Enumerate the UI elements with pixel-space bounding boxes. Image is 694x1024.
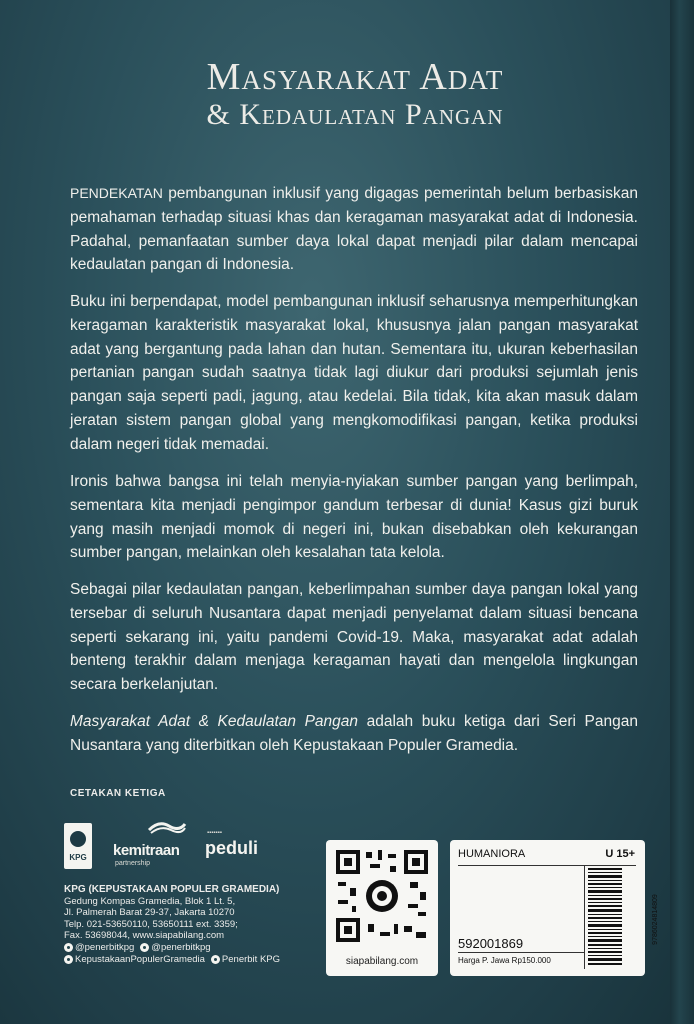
publisher-info	[64, 884, 280, 965]
blurb-paragraph-5	[70, 710, 638, 758]
publisher-fax: Fax. 53698044, www.siapabilang.com	[64, 930, 225, 942]
social-row-1	[64, 942, 280, 954]
blurb-paragraph-4: Sebagai pilar kedaulatan pangan, keberlimpahan sumber daya pangan lokal yang tersebar di seluruh Nusantara dapat menjadi penyelamat dalam situasi bencana seperti sekarang ini, yaitu pandemi Covid-19. Maka, masyarakat adat adalah benteng terakhir dalam menjaga keragaman hayati dan mengelola lingkungan secara berkelanjutan.	[70, 581, 638, 694]
youtube-handle: Penerbit KPG	[221, 953, 281, 965]
publisher-address-1: Gedung Kompas Gramedia, Blok 1 Lt. 5,	[64, 895, 236, 907]
product-code: 592001869	[458, 936, 524, 951]
book-title-line1: Masyarakat Adat	[206, 56, 504, 98]
peduli-logo-mark-icon: ▪▪▪▪▪▪▪	[207, 830, 222, 836]
paragraph-5-text: adalah buku ketiga dari Seri Pangan Nusantara yang diterbitkan oleh Kepustakaan Populer Gramedia.	[70, 713, 638, 754]
paragraph-lead-word: PENDEKATAN	[70, 185, 163, 201]
divider	[458, 952, 584, 953]
twitter-handle: @penerbitkpg	[151, 941, 211, 953]
facebook-icon	[64, 955, 73, 964]
blurb-paragraph-3: Ironis bahwa bangsa ini telah menyia-nyiakan sumber pangan yang berlimpah, sementara kita menjadi pengimpor gandum terbesar di dunia! Kasus gizi buruk yang masih menjadi momok di negeri ini, bukan disebabkan oleh kekurangan sumber pangan, melainkan oleh kesalahan tata kelola.	[70, 473, 638, 562]
category-label: HUMANIORA	[458, 848, 526, 860]
price-label: Harga P. Jawa Rp150.000	[458, 956, 551, 965]
kemitraan-swoosh-icon	[147, 820, 187, 834]
blurb-paragraph-1	[70, 182, 638, 277]
publisher-phone: Telp. 021-53650110, 53650111 ext. 3359;	[64, 918, 238, 930]
kemitraan-logo	[113, 820, 193, 870]
edition-label: CETAKAN KETIGA	[70, 788, 166, 799]
book-title-line2: & Kedaulatan Pangan	[206, 98, 504, 131]
kpg-logo-text: KPG	[69, 853, 87, 862]
qr-code-panel	[326, 840, 438, 976]
qr-code-icon	[334, 848, 430, 944]
divider	[584, 865, 585, 969]
instagram-handle: @penerbitkpg	[75, 941, 135, 953]
kpg-logo	[64, 823, 92, 869]
divider	[458, 865, 636, 866]
peduli-logo	[205, 826, 275, 866]
qr-caption: siapabilang.com	[345, 956, 419, 967]
barcode-panel	[450, 840, 659, 976]
book-title-italic: Masyarakat Adat & Kedaulatan Pangan	[70, 713, 359, 730]
spine-edge	[670, 0, 694, 1024]
kemitraan-subtitle: partnership	[115, 860, 151, 867]
youtube-icon	[211, 955, 220, 964]
barcode-icon	[588, 868, 624, 968]
kpg-logo-mark-icon	[70, 831, 86, 847]
age-rating: U 15+	[605, 848, 635, 860]
kemitraan-logo-text: kemitraan	[113, 842, 180, 859]
social-row-2	[64, 954, 280, 966]
publisher-name: KPG (KEPUSTAKAAN POPULER GRAMEDIA)	[64, 884, 280, 895]
facebook-handle: KepustakaanPopulerGramedia	[75, 953, 205, 965]
isbn-number: 9786024814809	[651, 894, 659, 945]
twitter-icon	[140, 943, 149, 952]
publisher-address-2: Jl. Palmerah Barat 29-37, Jakarta 10270	[64, 907, 235, 919]
paragraph-1-text: pembangunan inklusif yang digagas pemerintah belum berbasiskan pemahaman terhadap situasi khas dan keragaman masyarakat adat di Indonesia. Padahal, pemanfaatan sumber daya lokal dapat menjadi pilar dalam mencapai kedaulatan pangan di Indonesia.	[70, 185, 638, 274]
peduli-logo-text: peduli	[205, 838, 258, 858]
instagram-icon	[64, 943, 73, 952]
blurb-paragraph-2: Buku ini berpendapat, model pembangunan inklusif seharusnya memperhitungkan keragaman karakteristik masyarakat lokal, khususnya jalan pangan masyarakat adat yang bergantung pada lahan dan hutan. Sementara itu, ukuran keberhasilan pertanian pangan sudah saatnya tidak lagi diukur dari produksi sejumlah jenis pangan saja seperti padi, jagung, atau kedelai. Bila tidak, kita akan masuk dalam jeratan sistem pangan global yang mengkomodifikasi pangan, ketika produksi dalam negeri tidak memadai.	[70, 293, 638, 453]
